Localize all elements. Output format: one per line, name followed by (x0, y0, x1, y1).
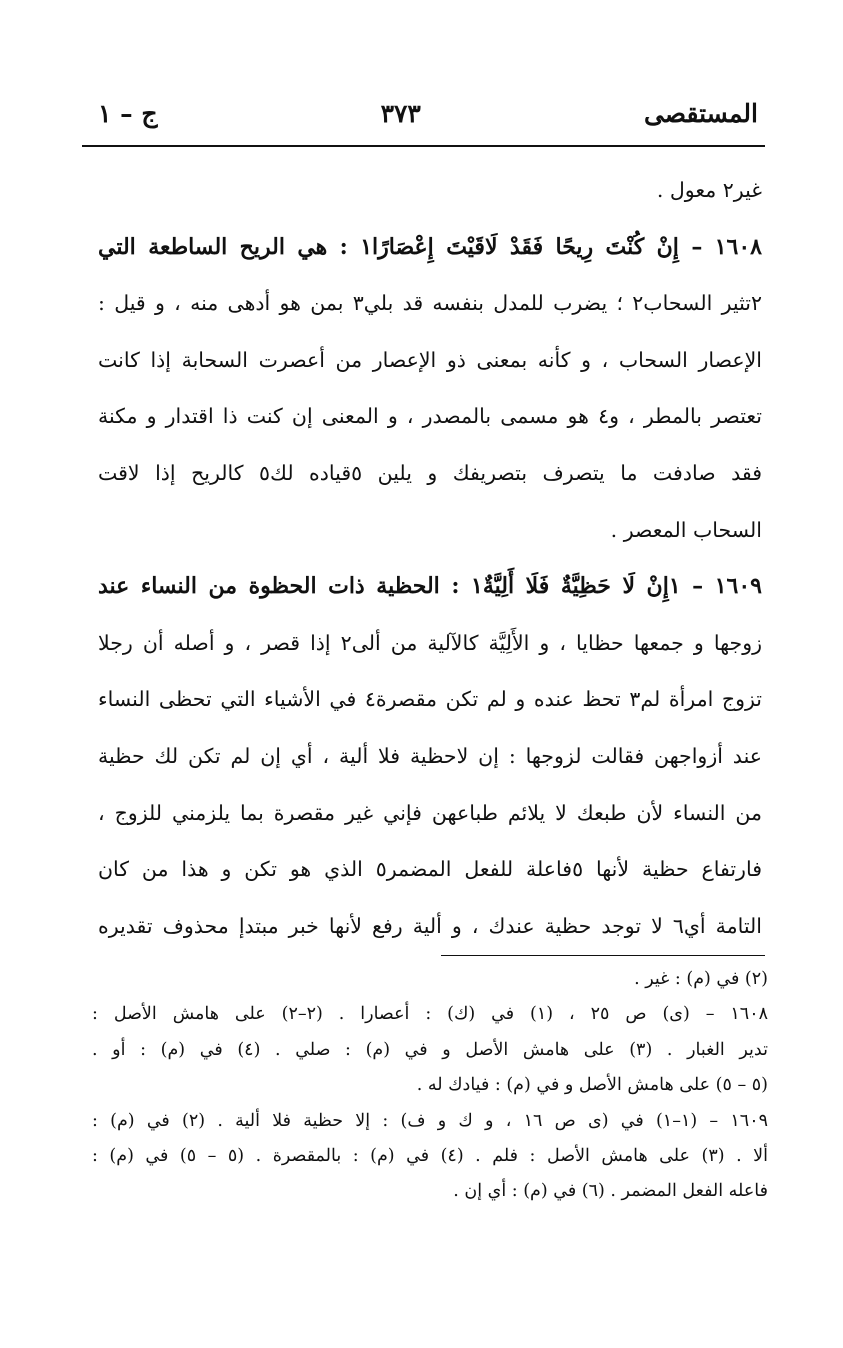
text-line: من النساء لأن طبعك لا يلائم طباعهن فإني غير مقصرة بما يلزمني للزوج ، (98, 800, 762, 825)
main-text (98, 162, 762, 954)
header-rule (82, 145, 765, 147)
page-header (98, 92, 758, 134)
footnote-line: ١٦٠٩ – (١–١) في (ى ص ١٦ ، و ك و ف) : إلا حظية فلا ألية . (٢) في (م) : (92, 1110, 769, 1131)
footnote-line: ألا . (٣) على هامش الأصل : فلم . (٤) في (م) : بالمقصرة . (٥ – ٥) في (م) : (92, 1145, 769, 1166)
footnote-separator (441, 955, 765, 956)
running-title: المستقصى (643, 98, 758, 128)
text-line: ٢تثير السحاب٢ ؛ يضرب للمدل بنفسه قد بلي٣ بمن هو أدهى منه ، و قيل : (98, 291, 762, 316)
text-line: عند أزواجهن فقالت لزوجها : إن لاحظية فلا ألية ، أي إن لم تكن لك حظية (98, 743, 762, 768)
footnote-line: (٢) في (م) : غير . (634, 969, 768, 989)
text-line: زوجها و جمعها حظايا ، و الأَلِيَّة كالآلية من ألى٢ إذا قصر ، و أصله أن رجلا (98, 630, 762, 655)
page-number: ٣٧٣ (380, 98, 421, 128)
text-line: التامة أي٦ لا توجد حظية عندك ، و ألية رفع لأنها خبر مبتدإ محذوف تقديره (98, 913, 762, 938)
footnotes (92, 962, 768, 1210)
proverb-entry-1608: ١٦٠٨ – إِنْ كُنْتَ رِيحًا فَقَدْ لَاقَيْتَ إِعْصَارًا١ : هي الريح الساطعة التي (98, 233, 762, 260)
proverb-entry-1609: ١٦٠٩ – ١إِنْ لَا حَظِيَّةٌ فَلَا أَلِيَّةٌ١ : الحظية ذات الحظوة من النساء عند (98, 573, 762, 600)
text-line: غير٢ معول . (656, 178, 762, 202)
text-line: الإعصار السحاب ، و كأنه بمعنى ذو الإعصار من أعصرت السحابة إذا كانت (98, 347, 762, 372)
footnote-line: (٥ – ٥) على هامش الأصل و في (م) : فيادك له . (416, 1075, 768, 1096)
footnote-line: تدير الغبار . (٣) على هامش الأصل و في (م) : صلي . (٤) في (م) : أو . (92, 1039, 768, 1060)
footnote-line: ١٦٠٨ – (ى) ص ٢٥ ، (١) في (ك) : أعصارا . (٢–٢) على هامش الأصل : (92, 1004, 769, 1025)
footnote-line: فاعله الفعل المضمر . (٦) في (م) : أي إن . (453, 1181, 768, 1202)
text-line: السحاب المعصر . (610, 517, 762, 542)
text-line: فارتفاع حظية لأنها ٥فاعلة للفعل المضمر٥ الذي هو تكن و هذا من كان (98, 857, 762, 882)
text-line: فقد صادفت ما يتصرف بتصريفك و يلين ٥قياده لك٥ كالريح إذا لاقت (98, 460, 762, 485)
text-line: تزوج امرأة لم٣ تحظ عنده و لم تكن مقصرة٤ في الأشياء التي تحظى النساء (98, 687, 763, 712)
text-line: تعتصر بالمطر ، و٤ هو مسمى بالمصدر ، و المعنى إن كنت ذا اقتدار و مكنة (98, 404, 762, 429)
volume-label: ج – ١ (98, 98, 158, 128)
